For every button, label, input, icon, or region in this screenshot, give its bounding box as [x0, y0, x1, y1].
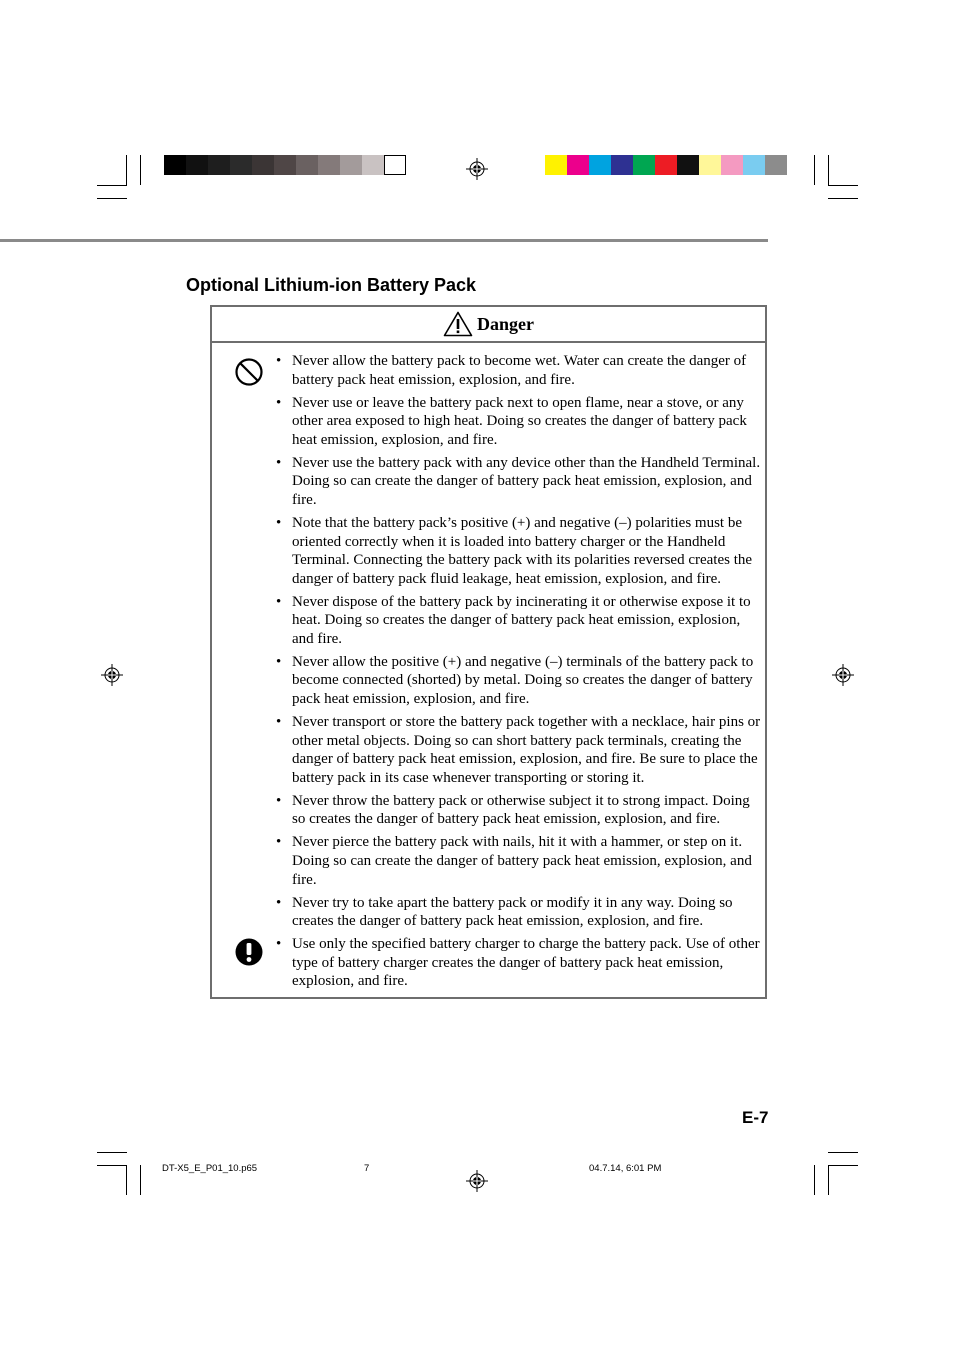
danger-item	[276, 454, 762, 510]
gray-color-bar	[164, 155, 406, 175]
bullet: •	[276, 593, 282, 610]
danger-item	[276, 514, 762, 588]
color-swatch	[230, 155, 252, 175]
crop-mark	[97, 1152, 127, 1153]
danger-list	[276, 352, 762, 995]
crop-mark	[814, 155, 815, 185]
danger-item-text: Never transport or store the battery pack together with a necklace, hair pins or other metal objects. Doing so can short battery pack terminals, creating the danger of battery pack heat emission, explosion, and fire. Be sure to place the battery pack in its case whenever transporting or storing it.	[292, 714, 761, 786]
footer-file-name: DT-X5_E_P01_10.p65	[162, 1163, 258, 1174]
crop-mark	[814, 1165, 815, 1195]
color-swatch	[699, 155, 721, 175]
color-swatch	[765, 155, 787, 175]
bullet: •	[276, 894, 282, 911]
danger-item	[276, 394, 762, 450]
danger-item	[276, 792, 762, 829]
exclamation-circle-icon	[234, 937, 264, 967]
crop-mark	[140, 1165, 141, 1195]
color-swatch	[611, 155, 633, 175]
footer-timestamp: 04.7.14, 6:01 PM	[589, 1163, 662, 1174]
bullet: •	[276, 792, 282, 809]
warning-triangle-icon	[443, 311, 473, 337]
crop-mark	[828, 1165, 829, 1195]
danger-title: Danger	[477, 313, 534, 334]
crop-mark	[828, 185, 858, 186]
danger-item	[276, 352, 762, 389]
danger-item-text: Never try to take apart the battery pack or modify it in any way. Doing so creates the danger of battery pack heat emission, explosion, and fire.	[292, 894, 733, 930]
color-swatch	[633, 155, 655, 175]
danger-item	[276, 713, 762, 787]
bullet: •	[276, 936, 282, 953]
danger-item-text: Never allow the battery pack to become wet. Water can create the danger of battery pack heat emission, explosion, and fire.	[292, 353, 747, 388]
registration-mark-icon	[466, 158, 488, 180]
color-swatch	[655, 155, 677, 175]
crop-mark	[126, 1165, 127, 1195]
color-swatch	[340, 155, 362, 175]
crop-mark	[828, 1165, 858, 1166]
danger-box	[210, 305, 767, 999]
color-swatch	[677, 155, 699, 175]
crop-mark	[828, 155, 829, 185]
danger-item	[276, 833, 762, 889]
danger-item-text: Use only the specified battery charger to charge the battery pack. Use of other type of battery charger creates the danger of battery pack heat emission, explosion, and fire.	[292, 936, 760, 990]
prohibition-circle-icon	[234, 357, 264, 387]
danger-item	[276, 935, 762, 991]
header-rule	[0, 239, 768, 242]
danger-item-text: Never use or leave the battery pack next to open flame, near a stove, or any other area exposed to high heat. Doing so creates the danger of battery pack heat emission, explosion, and fire.	[292, 394, 747, 448]
bullet: •	[276, 834, 282, 851]
color-swatch	[589, 155, 611, 175]
color-swatch	[362, 155, 384, 175]
crop-mark	[140, 155, 141, 185]
bullet: •	[276, 454, 282, 471]
color-swatch	[384, 155, 406, 175]
footer-page: 7	[364, 1163, 370, 1174]
danger-header	[212, 307, 765, 343]
color-swatch	[208, 155, 230, 175]
color-swatch	[164, 155, 186, 175]
danger-item-text: Never dispose of the battery pack by incinerating it or otherwise expose it to heat. Doing so creates the danger of battery pack heat emission, explosion, and fire.	[292, 593, 751, 647]
danger-item-text: Never throw the battery pack or otherwise subject it to strong impact. Doing so creates the danger of battery pack heat emission, explosion, and fire.	[292, 792, 750, 828]
color-swatch	[274, 155, 296, 175]
bullet: •	[276, 394, 282, 411]
registration-mark-icon	[466, 1170, 488, 1192]
danger-item-text: Never allow the positive (+) and negative (–) terminals of the battery pack to become connected (shorted) by metal. Doing so creates the danger of battery pack heat emission, explosion, and fire.	[292, 653, 754, 708]
danger-item-text: Never use the battery pack with any device other than the Handheld Terminal. Doing so can create the danger of battery pack heat emission, explosion, and fire.	[292, 454, 761, 508]
danger-item	[276, 894, 762, 931]
color-swatch	[743, 155, 765, 175]
danger-item-text: Note that the battery pack’s positive (+) and negative (–) polarities must be oriented correctly when it is loaded into battery charger or the Handheld Terminal. Connecting the battery pack with its polarities reversed creates the danger of battery pack fluid leakage, heat emission, explosion, and fire.	[292, 514, 753, 587]
bullet: •	[276, 514, 282, 531]
bullet: •	[276, 653, 282, 670]
registration-mark-icon	[832, 664, 854, 686]
danger-item	[276, 653, 762, 709]
bullet: •	[276, 353, 282, 369]
crop-mark	[126, 155, 127, 185]
color-swatch	[186, 155, 208, 175]
color-swatch	[545, 155, 567, 175]
color-swatch	[721, 155, 743, 175]
crop-mark	[828, 198, 858, 199]
section-title: Optional Lithium-ion Battery Pack	[186, 275, 477, 295]
registration-mark-icon	[101, 664, 123, 686]
crop-mark	[828, 1152, 858, 1153]
crop-mark	[97, 198, 127, 199]
danger-item-text: Never pierce the battery pack with nails, hit it with a hammer, or step on it. Doing so can create the danger of battery pack heat emission, explosion, and fire.	[292, 834, 752, 888]
danger-item	[276, 593, 762, 649]
crop-mark	[97, 1165, 127, 1166]
color-swatch	[567, 155, 589, 175]
process-color-bar	[545, 155, 787, 175]
page-number: E-7	[742, 1108, 769, 1127]
color-swatch	[318, 155, 340, 175]
bullet: •	[276, 714, 282, 731]
color-swatch	[252, 155, 274, 175]
crop-mark	[97, 185, 127, 186]
color-swatch	[296, 155, 318, 175]
